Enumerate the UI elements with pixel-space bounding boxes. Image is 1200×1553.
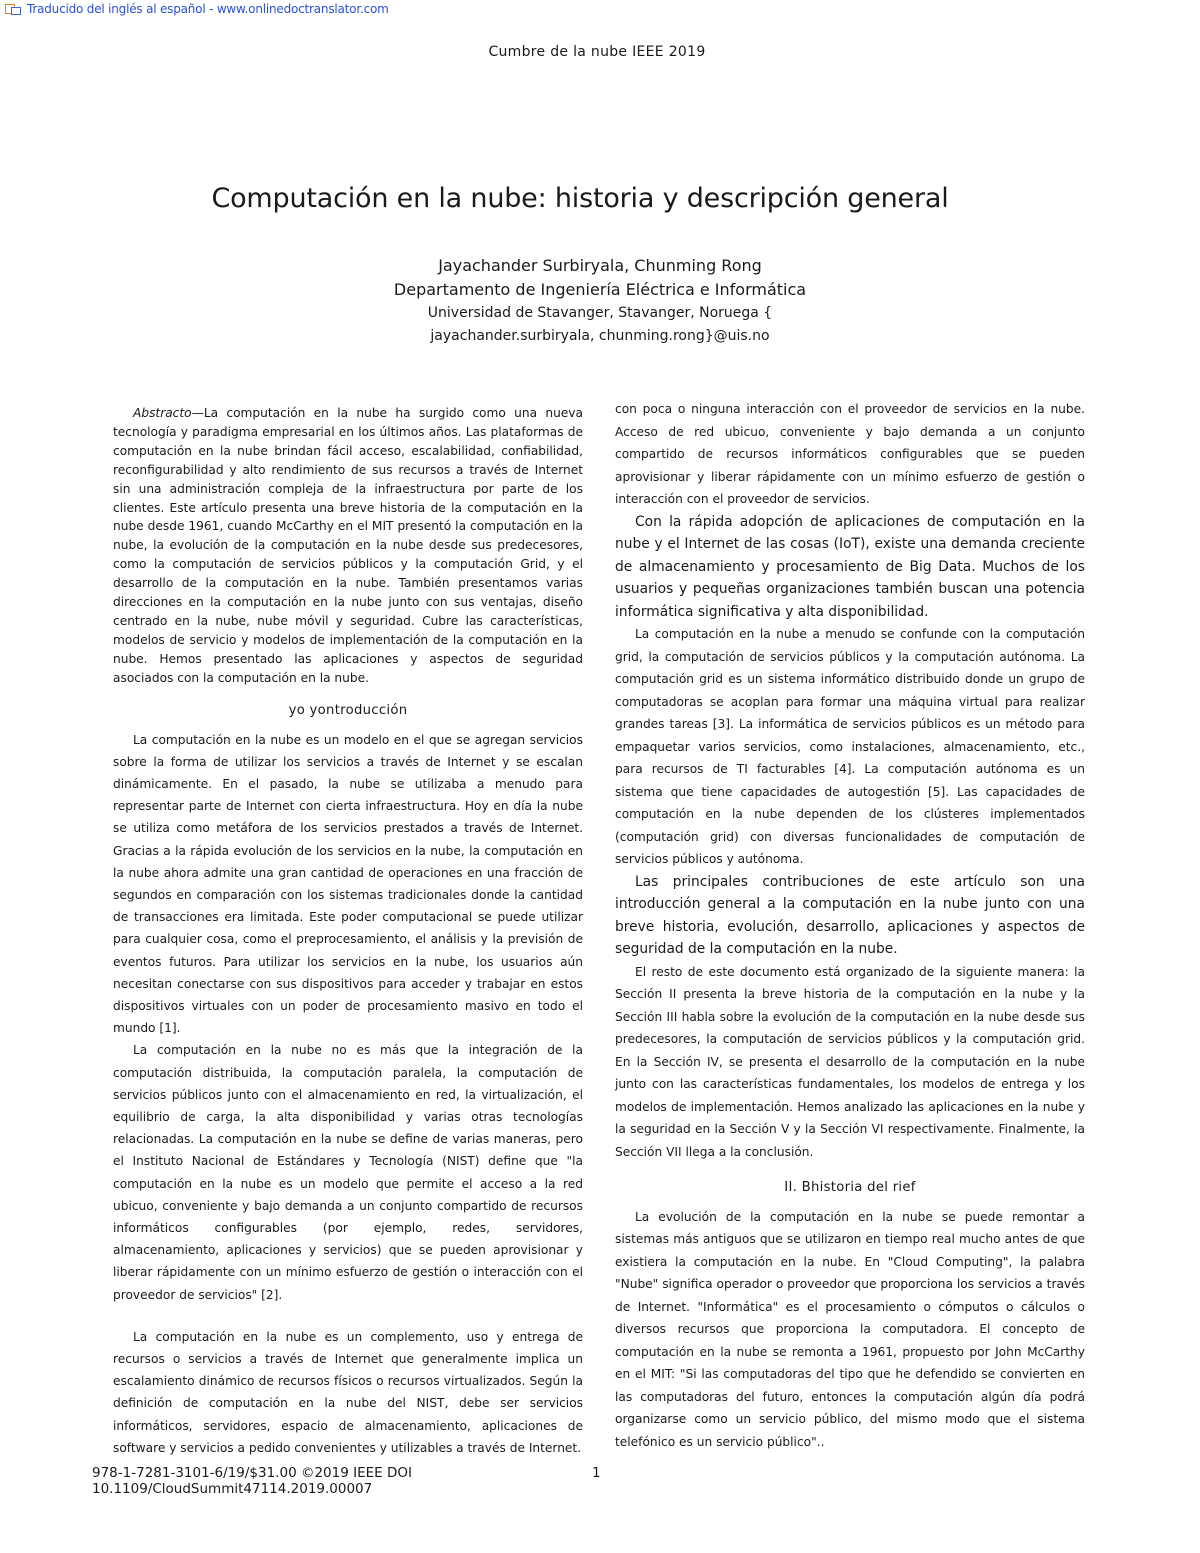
intro-paragraph-3: La computación en la nube es un complemento, uso y entrega de recursos o servicios a través de Internet que generalmente implica un escalamiento dinámico de recursos físicos o recursos virtualizados. Según la definición de computación en la nube del NIST, debe ser servicios informáticos, servidores, espacio de almacenamiento, aplicaciones de software y servicios a pedido convenientes y utilizables a través de Internet. xyxy=(113,1329,583,1455)
intro-paragraph-4: Con la rápida adopción de aplicaciones de computación en la nube y el Internet de las cosas (IoT), existe una demanda creciente de almacenamiento y procesamiento de Big Data. Muchos de los usuarios y pequeñas organizaciones también buscan una potencia informática significativa y alta disponibilidad. xyxy=(615,513,1085,620)
section-heading-history: II. Bhistoria del rief xyxy=(784,1180,916,1195)
intro-paragraph-2: La computación en la nube no es más que la integración de la computación distribuida, la computación paralela, la computación de servicios públicos junto con el almacenamiento en red, la virtualización, el equilibrio de carga, la alta disponibilidad y varias otras tecnologías relacionadas. La computación en la nube se define de varias maneras, pero el Instituto Nacional de Estándares y Tecnología (NIST) define que "la computación en la nube es un modelo que permite el acceso a la red ubicuo, conveniente y bajo demanda a un conjunto compartido de recursos informáticos configurables (por ejemplo, redes, servidores, almacenamiento, aplicaciones y servicios) que se pueden aprovisionar y liberar rápidamente con un mínimo esfuerzo de gestión o interacción con el proveedor de servicios" [2]. xyxy=(113,1043,583,1302)
page-number: 1 xyxy=(592,1465,601,1481)
running-head: Cumbre de la nube IEEE 2019 xyxy=(488,44,706,60)
author-block xyxy=(0,254,1200,348)
paper-title: Computación en la nube: historia y descripción general xyxy=(211,183,949,214)
footer-doi xyxy=(92,1465,412,1497)
author-names: Jayachander Surbiryala, Chunming Rong xyxy=(438,256,762,275)
footer-doi-number: 10.1109/CloudSummit47114.2019.00007 xyxy=(92,1481,373,1497)
right-column xyxy=(615,398,1085,1453)
author-university: Universidad de Stavanger, Stavanger, Noruega { xyxy=(427,305,773,321)
section-heading-introduction: yo yontroducción xyxy=(288,702,408,718)
intro-paragraph-continued: con poca o ninguna interacción con el proveedor de servicios en la nube. Acceso de red ubicuo, conveniente y bajo demanda a un conjunto compartido de recursos informáticos configurables que se pueden aprovisionar y liberar rápidamente con un mínimo esfuerzo de gestión o interacción con el proveedor de servicios. xyxy=(615,402,1085,506)
author-department: Departamento de Ingeniería Eléctrica e Informática xyxy=(393,280,807,299)
author-email: jayachander.surbiryala, chunming.rong}@uis.no xyxy=(430,328,770,344)
footer-isbn: 978-1-7281-3101-6/19/$31.00 ©2019 IEEE DOI xyxy=(92,1465,412,1481)
intro-paragraph-6: Las principales contribuciones de este artículo son una introducción general a la computación en la nube junto con una breve historia, evolución, desarrollo, aplicaciones y aspectos de seguridad de la computación en la nube. xyxy=(615,873,1085,957)
translator-banner-text[interactable]: Traducido del inglés al español - www.onlinedoctranslator.com xyxy=(27,2,389,16)
intro-paragraph-5: La computación en la nube a menudo se confunde con la computación grid, la computación de servicios públicos y la computación autónoma. La computación grid es un sistema informático distribuido donde un grupo de computadoras se acoplan para formar una máquina virtual para realizar grandes tareas [3]. La informática de servicios públicos es un método para empaquetar varios servicios, como instalaciones, almacenamiento, etc., para recursos de TI facturables [4]. La computación autónoma es un sistema que tiene capacidades de autogestión [5]. Las capacidades de computación en la nube dependen de los clústeres implementados (computación grid) con diversas funcionalidades de computación de servicios públicos y autónoma. xyxy=(615,627,1085,866)
left-column xyxy=(113,404,583,1459)
abstract-text: —La computación en la nube ha surgido como una nueva tecnología y paradigma empresarial en los últimos años. Las plataformas de computación en la nube brindan fácil acceso, escalabilidad, confiabilidad, reconfigurabilidad y alto rendimiento de sus recursos a través de Internet sin una administración compleja de la infraestructura por parte de los clientes. Este artículo presenta una breve historia de la computación en la nube desde 1961, cuando McCarthy en el MIT presentó la computación en la nube, la evolución de la computación en la nube desde sus predecesores, como la computación de servicios públicos y la computación Grid, y el desarrollo de la computación en la nube. También presentamos varias direcciones en la computación en la nube junto con sus ventajas, diseño centrado en la nube, nube móvil y seguridad. Cubre las características, modelos de servicio y modelos de implementación de la computación en la nube. Hemos presentado las aplicaciones y aspectos de seguridad asociados con la computación en la nube. xyxy=(113,406,583,685)
abstract xyxy=(113,404,583,688)
translator-banner[interactable] xyxy=(5,0,389,18)
intro-paragraph-7: El resto de este documento está organizado de la siguiente manera: la Sección II presenta la breve historia de la computación en la nube y la Sección III habla sobre la evolución de la computación en la nube desde sus predecesores, la computación de servicios públicos y la computación grid. En la Sección IV, se presenta el desarrollo de la computación en la nube junto con las características fundamentales, los modelos de entrega y los modelos de implementación. Hemos analizado las aplicaciones en la nube y la seguridad en la Sección V y la Sección VI respectivamente. Finalmente, la Sección VII llega a la conclusión. xyxy=(615,964,1085,1159)
abstract-label: Abstracto xyxy=(133,406,192,420)
intro-paragraph-1: La computación en la nube es un modelo en el que se agregan servicios sobre la forma de utilizar los servicios a través de Internet y se escalan dinámicamente. En el pasado, la nube se utilizaba a menudo para representar parte de Internet con cierta infraestructura. Hoy en día la nube se utiliza como metáfora de los servicios prestados a través de Internet. Gracias a la rápida evolución de los servicios en la nube, la computación en la nube ahora admite una gran cantidad de operaciones en una fracción de segundos en comparación con los sistemas tradicionales donde la cantidad de transacciones era limitada. Este poder computacional se puede utilizar para cualquier cosa, como el preprocesamiento, el análisis y la previsión de eventos futuros. Para utilizar los servicios en la nube, los usuarios aún necesitan conectarse con sus dispositivos para acceder y trabajar en estos dispositivos virtuales con un poder de procesamiento masivo en todo el mundo [1]. xyxy=(113,732,583,1036)
translate-icon xyxy=(5,3,23,16)
history-paragraph-1: La evolución de la computación en la nube se puede remontar a sistemas más antiguos que se utilizaron en tiempo real mucho antes de que existiera la computación en la nube. En "Cloud Computing", la palabra "Nube" significa operador o proveedor que proporciona los servicios a través de Internet. "Informática" es el procesamiento o cómputos o cálculos o diversos recursos que proporciona la computadora. El concepto de computación en la nube se remonta a 1961, propuesto por John McCarthy en el MIT: "Si las computadoras del tipo que he defendido se convierten en las computadoras del futuro, entonces la computación algún día podrá organizarse como un servicio público, del mismo modo que el sistema telefónico es un servicio público".. xyxy=(615,1209,1085,1449)
